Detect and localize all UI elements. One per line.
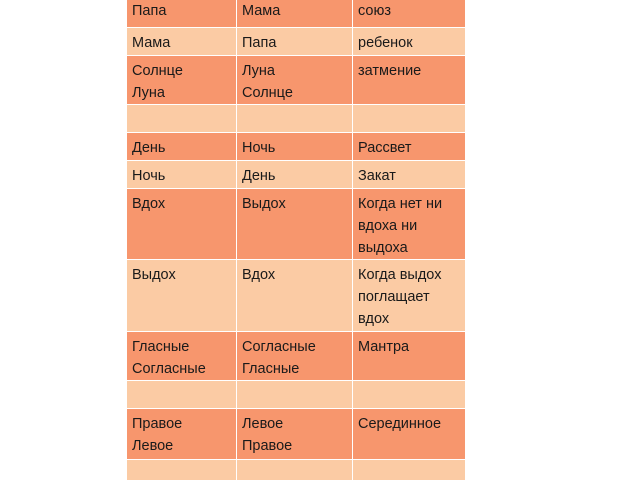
table-cell: Согласные Гласные	[237, 332, 353, 381]
table-cell	[127, 381, 237, 409]
table-cell: День	[237, 161, 353, 189]
table-cell	[353, 381, 466, 409]
table-cell	[127, 105, 237, 133]
table-cell	[237, 381, 353, 409]
table-row	[127, 133, 466, 161]
table-row	[127, 56, 466, 105]
table-cell	[237, 460, 353, 480]
table-row	[127, 381, 466, 409]
table-cell: Солнце Луна	[127, 56, 237, 105]
table-row	[127, 161, 466, 189]
table-cell	[353, 460, 466, 480]
table-cell: Рассвет	[353, 133, 466, 161]
table-cell	[127, 460, 237, 480]
table-row	[127, 28, 466, 56]
table-cell: Вдох	[127, 189, 237, 260]
table-cell: День	[127, 133, 237, 161]
table-cell: Ночь	[237, 133, 353, 161]
table-cell: Выдох	[127, 260, 237, 332]
table-cell: Мама	[127, 28, 237, 56]
table-cell: Когда выдох поглащает вдох	[353, 260, 466, 332]
table-cell: Мама	[237, 0, 353, 28]
table-row	[127, 409, 466, 460]
table-cell: Ночь	[127, 161, 237, 189]
table-row	[127, 332, 466, 381]
table-row	[127, 460, 466, 480]
table-row	[127, 260, 466, 332]
table-cell: Гласные Согласные	[127, 332, 237, 381]
table-cell: Левое Правое	[237, 409, 353, 460]
table-cell: Серединное	[353, 409, 466, 460]
table-cell: Когда нет ни вдоха ни выдоха	[353, 189, 466, 260]
table-cell	[353, 105, 466, 133]
table-cell: Мантра	[353, 332, 466, 381]
pairs-table	[126, 0, 466, 480]
table-cell	[237, 105, 353, 133]
table-cell: Закат	[353, 161, 466, 189]
table-row	[127, 105, 466, 133]
table-row	[127, 189, 466, 260]
table-cell: затмение	[353, 56, 466, 105]
table-cell: Луна Солнце	[237, 56, 353, 105]
table-cell: Вдох	[237, 260, 353, 332]
table-cell: союз	[353, 0, 466, 28]
table-cell: Папа	[127, 0, 237, 28]
table-cell: Выдох	[237, 189, 353, 260]
table-cell: Правое Левое	[127, 409, 237, 460]
table-cell: Папа	[237, 28, 353, 56]
table-cell: ребенок	[353, 28, 466, 56]
table-row	[127, 0, 466, 28]
